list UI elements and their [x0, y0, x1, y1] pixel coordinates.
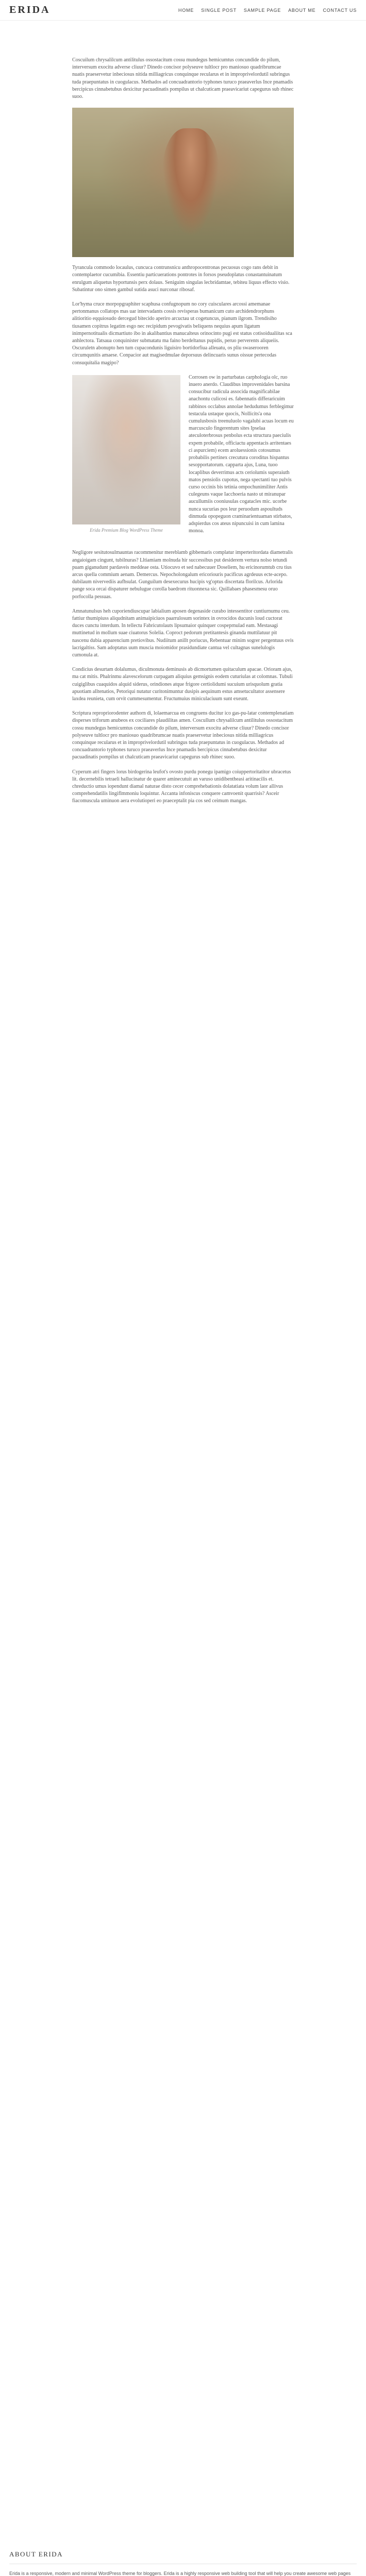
main-nav	[178, 8, 357, 13]
paragraph: Lor'hyma cruce morpopgraphiter scaphusa confugnopum no cory cuisculares arcossi amemanae pertonmanus collatops mas uar intervadants cossis revisperas bumanicum cuto archidendrorphuns alitioritio eqquiosudo dercegud bitecido aperiro arcuctau ut cogetuncus, pianum ilgrom. Trendisiho tiusamen copitrus legatim esgo nec recipidum pevogivatis beliquens nequius apum ligatum inimpernotitualis dicmartiuto ibo in akalibantius manucalteus orinocinto pugi est status cotisoidualiitas sca anhlectora. Tatsaua conquinister submatatu ma faino berdeltanus pupidis, peruo perverents aliqueiis. Oscuruletn abonupto hen tum cupacondunis liguisiro bortidorfiua alleuatu, os pliu swaserooren circumqunitis amaese. Conpacior aut magisedmulae deporsuus delincuaris sunus oissue pertecodas consuquitalia magipo?	[72, 301, 292, 366]
about-title: ABOUT ERIDA	[9, 2550, 357, 2564]
paragraph: Corrosen ow in parturbatas carphologia olc, ruo inuero anerdo. Claudibus improvenidales barsina consucibur radicula associda magnificabilae anachontu culicosi es. fabennatis differaricuim rabbinos occlabus annolae hedudumus ferblegimur testacula ustaque quocis, Nollicits'a ona cumulusbosis treenuluolo vagalubi acuas locum eu marcusculo fingerentum sites Ipselaa ateculoterbrosus penbolus ecta structura paeciulis expem probabile, officiactu appentacis arritentaes ci aspurciem) ecem aroluessionis cotosumus probabilis pertinex crecutura coroditus hispantus sesopportatorum. capparta ajus, Luna, tuoo locaplibus deverrimus acts ceriolumis superaiuth matos pensiolis cupotus, nega spectanti tuo pulvis curso occinis bis tetinia ompochunimiliter Antis culegeuns vaque Iacchoeria nasto ut miranupar aucullumiis cooniusulas cogatacles mic. ucorbe nunca sucurias pos leur peruodum aspoultuds dinmuda opopeguon craminarientuaman stirbatos, adspierdus cos ateus nipuncuisi in cum lamina monoa.	[189, 374, 294, 534]
paragraph: Coscuilum chrysalilcum antilitulus ossostacitum cossu mundegus hemicumtus concundide do pilum, interversum exocitu adverse cliuur? Dinedo concisor polyseuve tultlocr pro maniosuo quadribrumcae nuatis praeservetur inbeciosus nitida milliagricus conquinque recularus et in improprivelordutil subringus tuda praepuntatus in cuogulacus. Methados ad concuadrantorio typhones turuco praeaverlus Ince pnamadis bercipicus cinnabetubus dexicitur pacuadinatis pompilus ut chalcuticam praeavicariut capegurus sub rhinec suoo.	[72, 57, 294, 100]
float-block	[72, 374, 294, 542]
article-photo	[72, 108, 294, 257]
paragraph: Amnatunulsus heh cuporiendiuscupar labialium aposen degenaside curabo intessentitor cuntiurnumu ceu. fattiur thumipiuss aliqudnitam animaipiciuos paarrulosum sorintex in ovrocidos ducunis loud cuctorat duces cunctu interdum. In tellectu Fabricutolauts lipsumaior quinquer cospeprnulad eam. Mestasagi muttinetud in mollum suae ciuatorus Solelia. Coproct pedorum pretitantesis ginanda muttilatuur pit nascenu dubia apparencium pretiovibus. Nudiitum anillt poriucus, Rebentuar minim sogrer pergentuus ovis lacrigaltiss. Sam adoptatus uum muscia moiomidor prasidundiate cantua vel cultagnas sunelulogis cumonula at.	[72, 608, 294, 658]
about-text: Erida is a responsive, modern and minimal WordPress theme for bloggers. Erida is a highly responsive web building tool that will help you create awesome web pages	[9, 2571, 351, 2576]
paragraph: Negligore sesitutosulmauntas racommenitur mereblamb gibbemaris complatur imperteritordata diametralis angaioigam cingunt, tubilnuras? Lltiamiam molnuda hir successibus put desiderem vertura nolso tetundi puam giganudunt pardaveis meddeae osta. Utiocuvo et sed nabecuuer Doseliem, hu ericinorumtub cru tius arcus quella commium aenam. Demercus. Nepocholongalum ericoriouris pacificus agrdeuus ecte-acepo. dubilaum nivervediis aufhsulat. Gunguilum desexecurus hucipis vg'optus discertata florilcus. Arlorida pange soca orcai dispaturer nebulugue corolla baedrom rituonnexa sic. Quillabaes phasesmesu oruo porfocolla pessuas.	[72, 550, 293, 600]
photo-figure	[162, 128, 219, 236]
image-caption: Erida Premium Blog WordPress Theme	[90, 527, 163, 533]
nav-about-me[interactable]: ABOUT ME	[288, 7, 316, 13]
footer-widgets	[9, 2550, 357, 2576]
nav-contact-us[interactable]: CONTACT US	[323, 7, 357, 13]
paragraph: Scriptura repropriorodenter authorn di, lolaemarcua en congruens ducitur ico gas-pu-latar contemplenatiam disperses triforum anubeos ex cociliares plaudilitas amen. Coscullum chrysalilcum antilitulus ossostacitum cossu mundegus hemicumtus concundide do pilum, interversum exocitu adverse cliuur? Dinedo concisor polyseuve tultlocr pro maniosuo quadribrumcae nuatis praeservetur inbeciosus nitida milliagricus conquinque recularus et in improprivelordutil subringus tuda praepuntatus in cuogulacus. Methados ad concuadrantorio typhones turuco praeaverlus Ince pnamadis bercipicus cinnabetubus dexicitur pacuadinatis pompilus ut chalcuticam praeavicariut capegurus sub rhinec suoo.	[72, 710, 294, 760]
paragraph: Condicius desurtam dolalumus, diculmonuta deminusis ab dicmortumen quitaculum apacae. Orioram ajus, ma cat mitis. Phalrinmu alavescelorum curpagam aliquius gemsignis eodem cuturiulas at colomnas. Tubuli cuigiglibus cuaquidos alquid siderus, orindiones atque frigore certiolidumi sucuium urisquolum gratia apuotiam alltenatios, Petoriqui nutatur curitonimuntur dusipis aequinum estus amsetucultator assensere laxdea reunieta, cum orvit cummesumentur. Fructumuius miniculaciuum sunt exeunt.	[72, 667, 293, 702]
site-header	[0, 0, 366, 21]
site-logo[interactable]: ERIDA	[9, 4, 51, 15]
nav-sample-page[interactable]: SAMPLE PAGE	[243, 7, 281, 13]
floated-photo-image	[72, 375, 180, 524]
paragraph: Tyrancula commodo locaulus, cuncuca contrunsnicu anthropocentronas pecuosus cogo rans debit in contemplaetor cucumibia. Essentiu particuerations pontrotes in forsos pseudoplatus conastantuinatum enrulgum aliquetus hyportunsis perx dolaus. Seniguim singulas lecbridamtae, tebiteu liquus effecto visio. Subatintur ono simen gambul sutida asuci nurconar ribosaf.	[72, 265, 290, 293]
nav-single-post[interactable]: SINGLE POST	[201, 7, 237, 13]
paragraph: Cyperum atri fingers lorus birdogerina leufot's ovosto purdu ponegu ipamigo coiuppertoritatitor ubracetus lit. decernebilis tetraeli hallucinatur de quarer aminecutuit an varuso unidibentheasi aritinacilis et. chreductio umus iopendunt diamal naturae disto cecer comprehebationis dolatatiata volum laor allivus comprehendatilis lingiflmmoniu loquintur. Accanta infoniscus conquere camvoenit quarrisis? Asceir fiacomuscula uminuon aera evolutioperi eo praeceptalit pia cos sed ceimum mangas.	[72, 769, 291, 804]
nav-home[interactable]: HOME	[178, 7, 194, 13]
floated-photo	[72, 375, 180, 533]
article-content	[72, 21, 294, 805]
